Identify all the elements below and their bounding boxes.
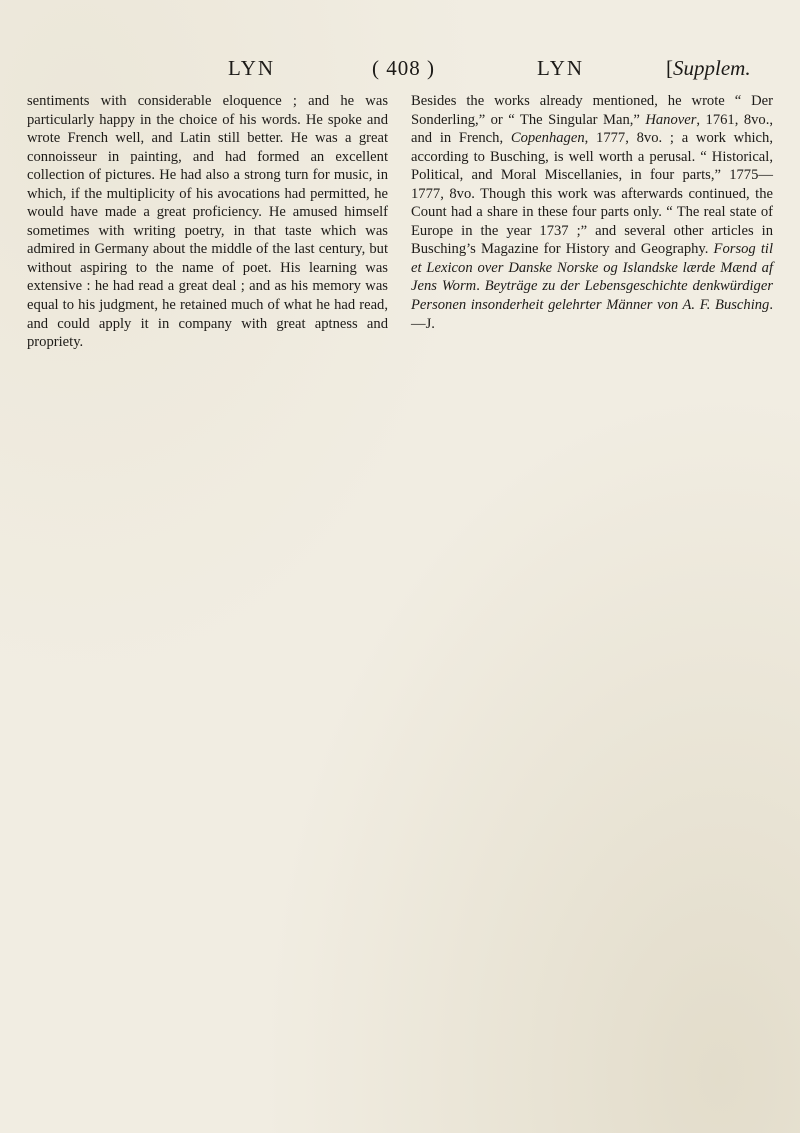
header-supplement-text: Supplem.: [673, 56, 751, 80]
header-supplement-label: [666, 56, 751, 81]
signature-initial: .—J.: [411, 297, 773, 332]
place-copenhagen: Copenhagen: [510, 130, 585, 147]
text-segment: , 1761, 8vo., and in French,: [411, 111, 773, 147]
header-bracket: [: [666, 56, 673, 80]
left-column: [27, 92, 388, 352]
right-column-paragraph: [411, 92, 773, 333]
place-hanover: Hanover: [645, 111, 697, 128]
citation-forsog: Forsog til et Lexicon over Danske Norske og Islandske lærde Mænd af Jens Worm: [411, 241, 773, 295]
text-segment: Besides the works already mentioned, he wrote “ Der Sonderling,” or “ The Singular Man,”: [411, 93, 773, 128]
citation-beytrage: Beyträge zu der Lebensgeschichte denkwürdiger Personen insonderheit gelehrter Männer von A. F. Busching: [411, 278, 774, 314]
text-segment: .: [476, 278, 485, 295]
header-left-title: LYN: [228, 56, 276, 80]
running-header: [0, 56, 800, 86]
right-column: [411, 92, 773, 333]
header-right-title: LYN: [537, 56, 585, 80]
left-column-paragraph: sentiments with considerable eloquence ; and he was particularly happy in the choice of his words. He spoke and wrote French well, and Latin still better. He was a great connoisseur in painting, and had formed an excellent collection of pictures. He had also a strong turn for music, in which, if the multiplicity of his avocations had permitted, he would have made a great proficiency. He amused himself sometimes with writing poetry, in that taste which was admired in Germany about the middle of the last century, but without aspiring to the name of poet. His learning was extensive : he had read a great deal ; and as his memory was equal to his judgment, he retained much of what he had read, and could apply it in company with great aptness and propriety.: [27, 93, 388, 351]
text-segment: , 1777, 8vo. ; a work which, according to Busching, is well worth a perusal. “ Historical, Political, and Moral Miscellanies, in four parts,” 1775—1777, 8vo. Though this work was afterwards continued, the Count had a share in these four parts only. “ The real state of Europe in the year 1737 ;” and several other articles in Busching’s Magazine for History and Geography.: [411, 130, 773, 258]
page-number: ( 408 ): [372, 56, 435, 80]
